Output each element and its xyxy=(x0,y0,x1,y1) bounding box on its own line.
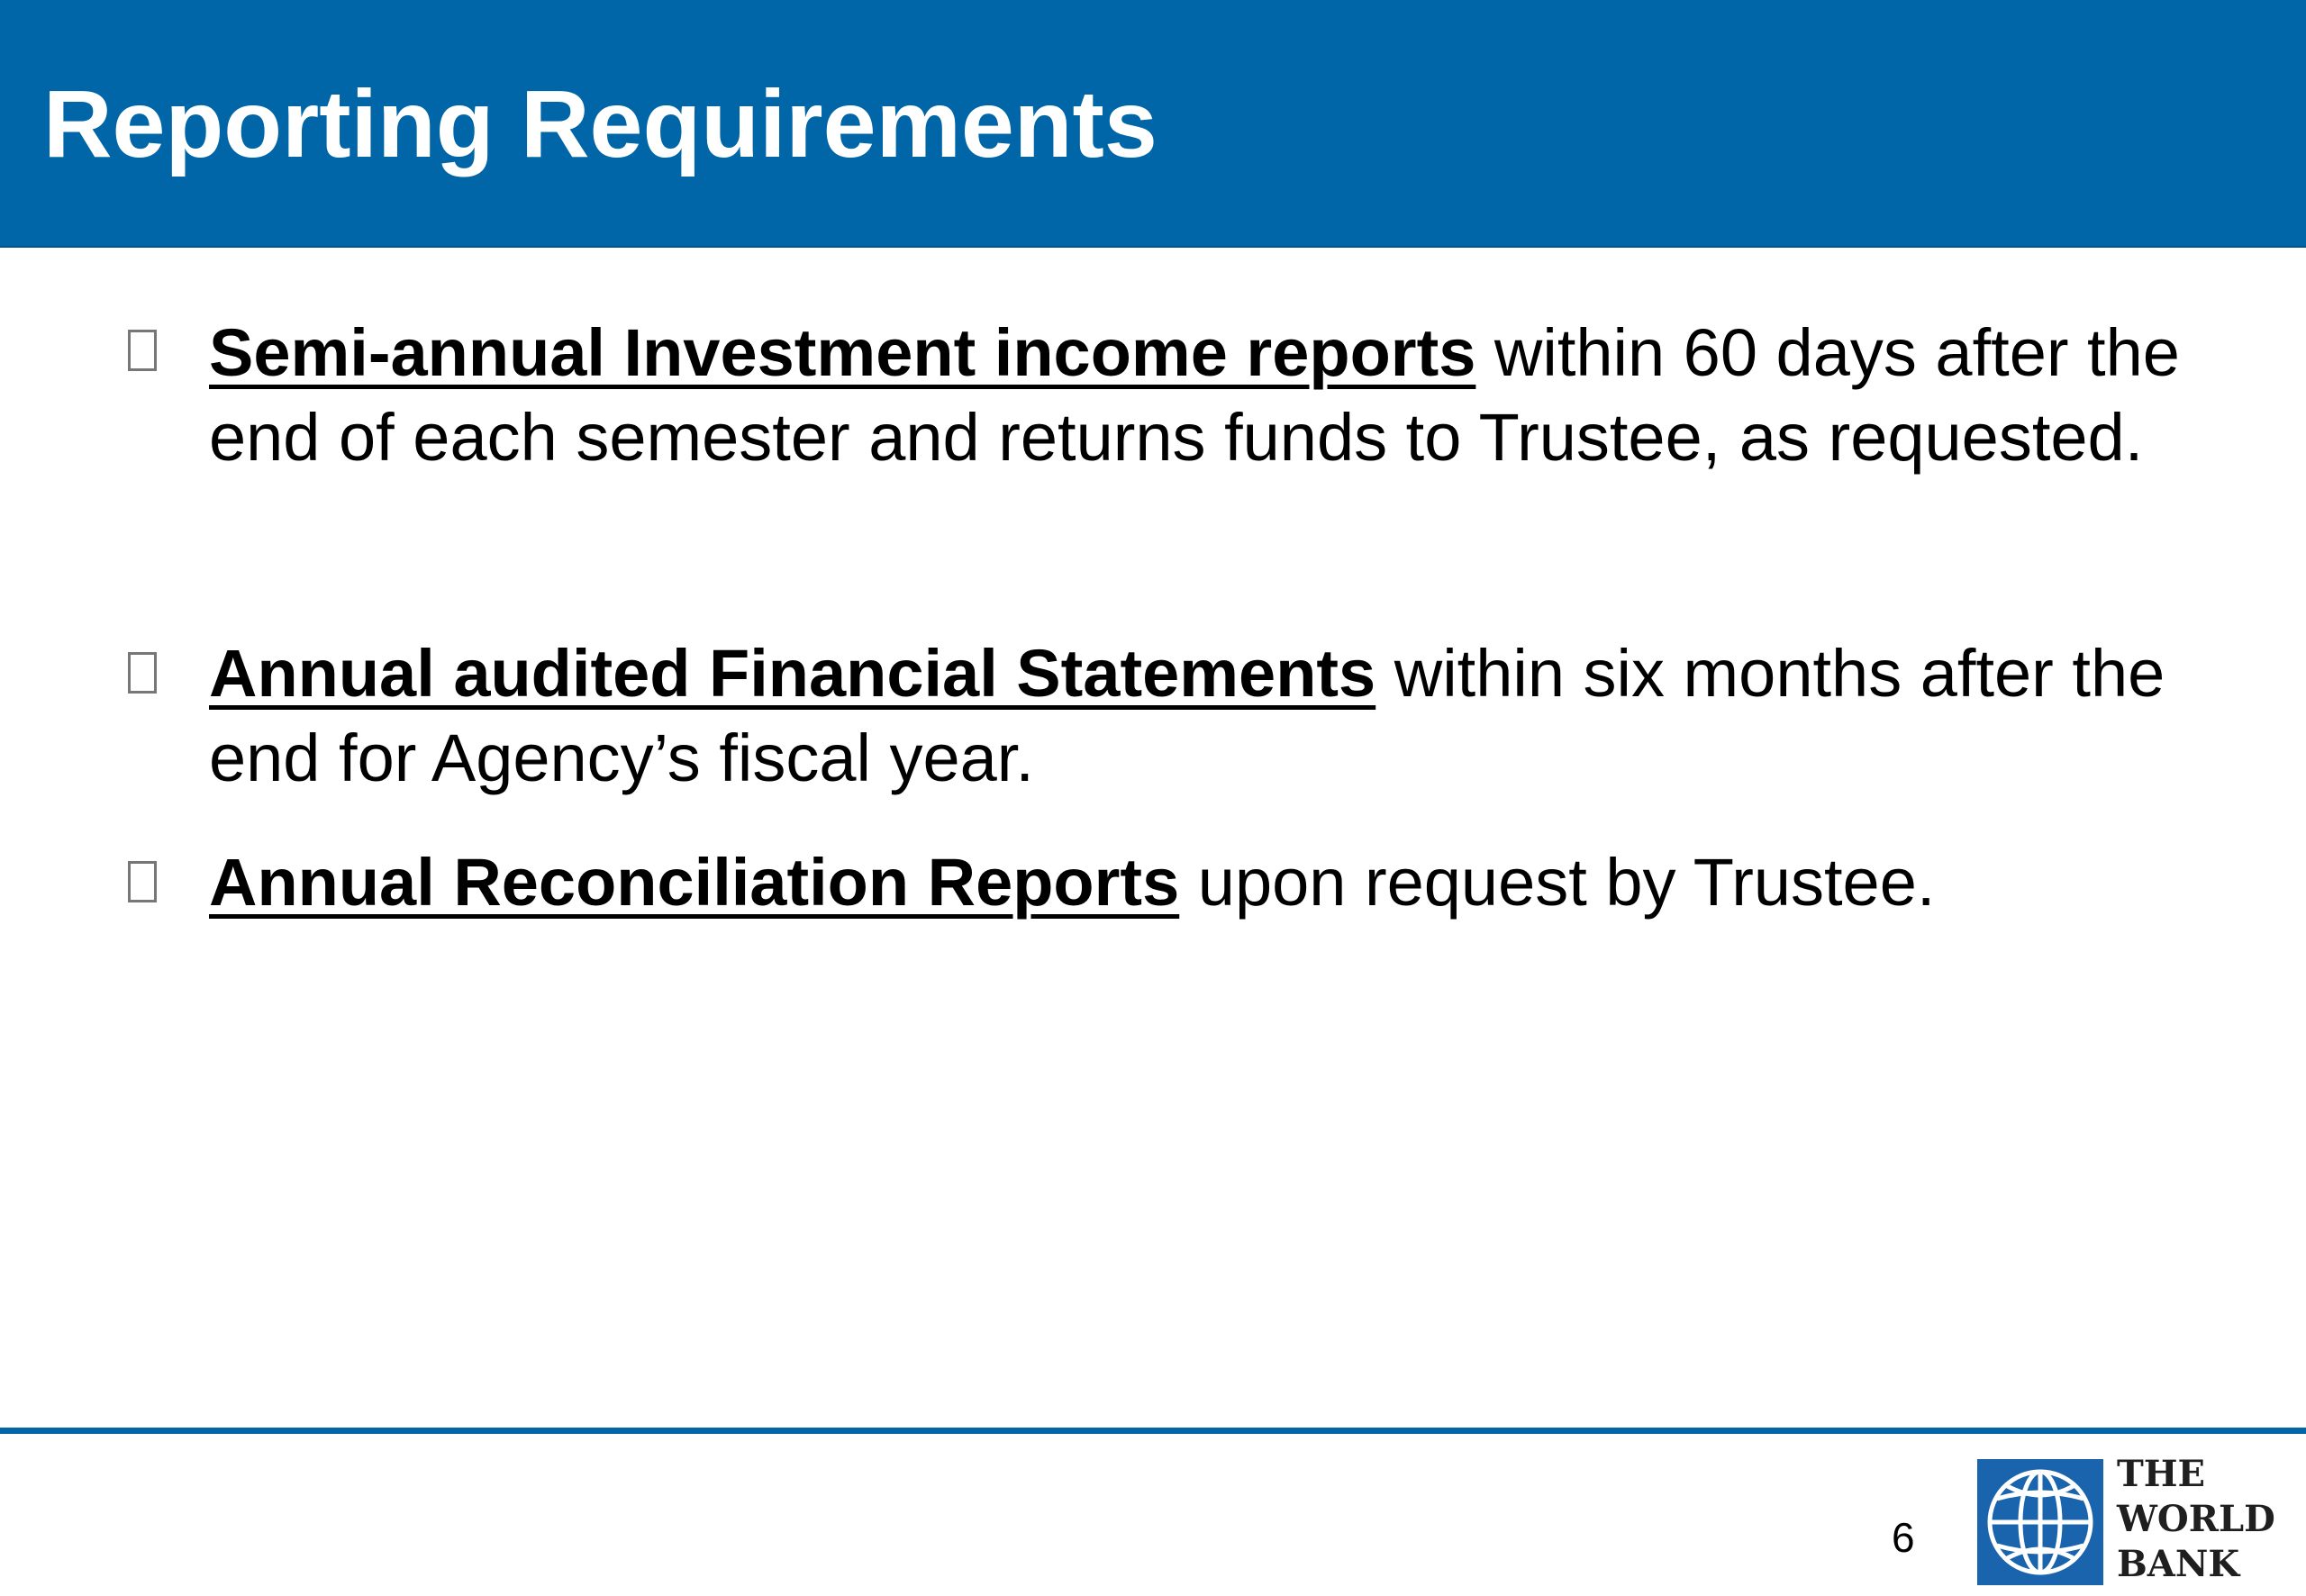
world-bank-logo xyxy=(1977,1452,2283,1587)
slide-title: Reporting Requirements xyxy=(43,71,1158,177)
bullet-text xyxy=(209,631,2218,801)
logo-line-the: THE xyxy=(2117,1453,2206,1495)
bullet-body: upon request by Trustee. xyxy=(1179,845,1936,920)
bullet-lead: Annual audited Financial Statements xyxy=(209,636,1376,711)
bullet-lead: Semi-annual Investment income reports xyxy=(209,315,1476,390)
bullet-body: within six months after the end for Agency’s fiscal year. xyxy=(209,636,2165,795)
logo-line-bank: BANK xyxy=(2117,1543,2240,1585)
bullet-box-icon xyxy=(128,652,157,694)
footer-divider xyxy=(0,1428,2306,1434)
globe-icon xyxy=(1977,1459,2103,1585)
bullet-text xyxy=(209,311,2218,480)
bullet-lead: Annual Reconciliation Reports xyxy=(209,845,1180,920)
bullet-box-icon xyxy=(128,861,157,902)
header-bar xyxy=(0,0,2306,248)
bullet-text xyxy=(209,840,2218,925)
logo-line-world: WORLD xyxy=(2117,1498,2275,1540)
page-number: 6 xyxy=(1892,1514,1915,1561)
logo-wordmark xyxy=(2117,1452,2275,1587)
bullet-body: within 60 days after the end of each semester and returns funds to Trustee, as requested. xyxy=(209,315,2180,475)
bullet-box-icon xyxy=(128,330,157,371)
